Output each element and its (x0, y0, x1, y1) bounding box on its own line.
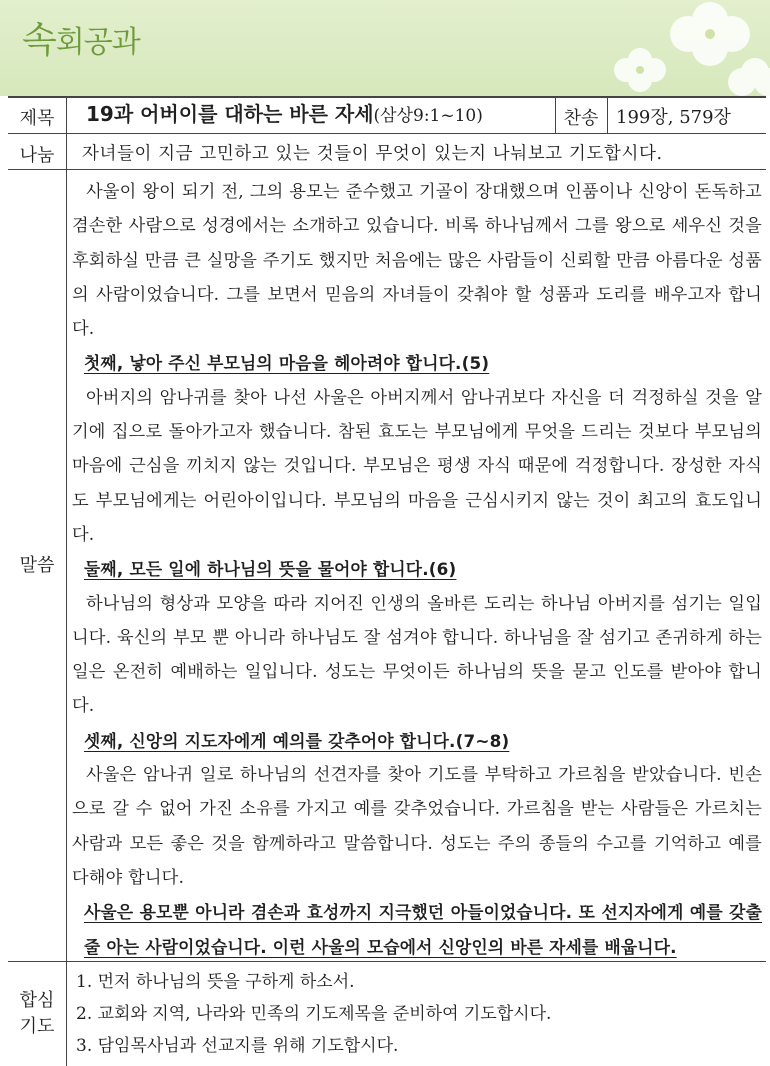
point-heading: 둘째, 모든 일에 하나님의 뜻을 물어야 합니다.(6) (84, 559, 457, 580)
label-column-divider (66, 96, 67, 1066)
share-text: 자녀들이 지금 고민하고 있는 것들이 무엇이 있는지 나눠보고 기도합시다. (82, 144, 663, 164)
sermon-body (72, 175, 762, 964)
lesson-title-text: 19과 어버이를 대하는 바른 자세 (86, 102, 374, 126)
conclusion-paragraph: 사울은 용모뿐 아니라 겸손과 효성까지 지극했던 아들이었습니다. 또 선지자에게 예를 갖출 줄 아는 사람이었습니다. 이런 사울의 모습에서 신앙인의 바른 자세를 배웁니다. (84, 902, 762, 957)
hymn-label: 찬송 (563, 108, 599, 129)
hymn-divider (607, 96, 608, 133)
section-brand (22, 12, 140, 63)
prayer-label-line2: 기도 (19, 1016, 55, 1037)
row-divider (8, 169, 766, 170)
prayer-item: 2. 교회와 지역, 나라와 민족의 기도제목을 준비하여 기도합시다. (76, 1004, 552, 1024)
row-divider (8, 133, 766, 134)
prayer-item: 1. 먼저 하나님의 뜻을 구하게 하소서. (76, 972, 355, 992)
point-body: 사울은 암나귀 일로 하나님의 선견자를 찾아 기도를 부탁하고 가르침을 받았습니다. 빈손으로 갈 수 없어 가진 소유를 가지고 예를 갖추었습니다. 가르침을 받는 사람들은 가르치는 사람과 모든 좋은 것을 함께하라고 말씀합니다. 성도는 주의 종들의 수고를 기억하고 예를 다해야 합니다. (72, 765, 762, 888)
scripture-reference: (삼상9:1~10) (373, 106, 483, 126)
prayer-list (76, 966, 551, 1062)
prayer-label-line1: 합심 (19, 990, 55, 1011)
share-label: 나눔 (19, 145, 55, 166)
brand-first-char: 속 (22, 20, 56, 61)
point-body: 아버지의 암나귀를 찾아 나선 사울은 아버지께서 암나귀보다 자신을 더 걱정하실 것을 알기에 집으로 돌아가고자 했습니다. 참된 효도는 부모님에게 무엇을 드리는 것보다 부모님의 마음에 근심을 끼치지 않는 것입니다. 부모님은 평생 자식 때문에 걱정합니다. 장성한 자식도 부모님에게는 어린아이입니다. 부모님의 마음을 근심시키지 않는 것이 최고의 효도입니다. (72, 387, 762, 545)
prayer-label (8, 988, 66, 1040)
prayer-item: 3. 담임목사님과 선교지를 위해 기도합시다. (76, 1036, 399, 1056)
point-heading: 셋째, 신앙의 지도자에게 예의를 갖추어야 합니다.(7~8) (84, 730, 510, 751)
title-label: 제목 (19, 108, 55, 129)
brand-rest: 회공과 (55, 25, 140, 60)
clover-decoration-icon (560, 0, 770, 96)
point-body: 하나님의 형상과 모양을 따라 지어진 인생의 올바른 도리는 하나님 아버지를 섬기는 일입니다. 육신의 부모 뿐 아니라 하나님도 잘 섬겨야 합니다. 하나님을 잘 섬기고 존귀하게 하는 일은 온전히 예배하는 일입니다. 성도는 무엇이든 하나님의 뜻을 묻고 인도를 받아야 합니다. (72, 593, 762, 717)
hymn-numbers: 199장, 579장 (616, 107, 731, 128)
point-heading: 첫째, 낳아 주신 부모님의 마음을 헤아려야 합니다.(5) (84, 353, 490, 374)
word-label: 말씀 (19, 555, 55, 576)
intro-paragraph: 사울이 왕이 되기 전, 그의 용모는 준수했고 기골이 장대했으며 인품이나 신앙이 돈독하고 겸손한 사람으로 성경에서는 소개하고 있습니다. 비록 하나님께서 그를 왕으로 세우신 것을 후회하실 만큼 큰 실망을 주기도 했지만 처음에는 많은 사람들이 신뢰할 만큼 아름다운 성품의 사람이었습니다. 그를 보면서 믿음의 자녀들이 갖춰야 할 성품과 도리를 배우고자 합니다. (72, 182, 762, 340)
page-header (0, 0, 770, 96)
lesson-title (86, 98, 483, 127)
